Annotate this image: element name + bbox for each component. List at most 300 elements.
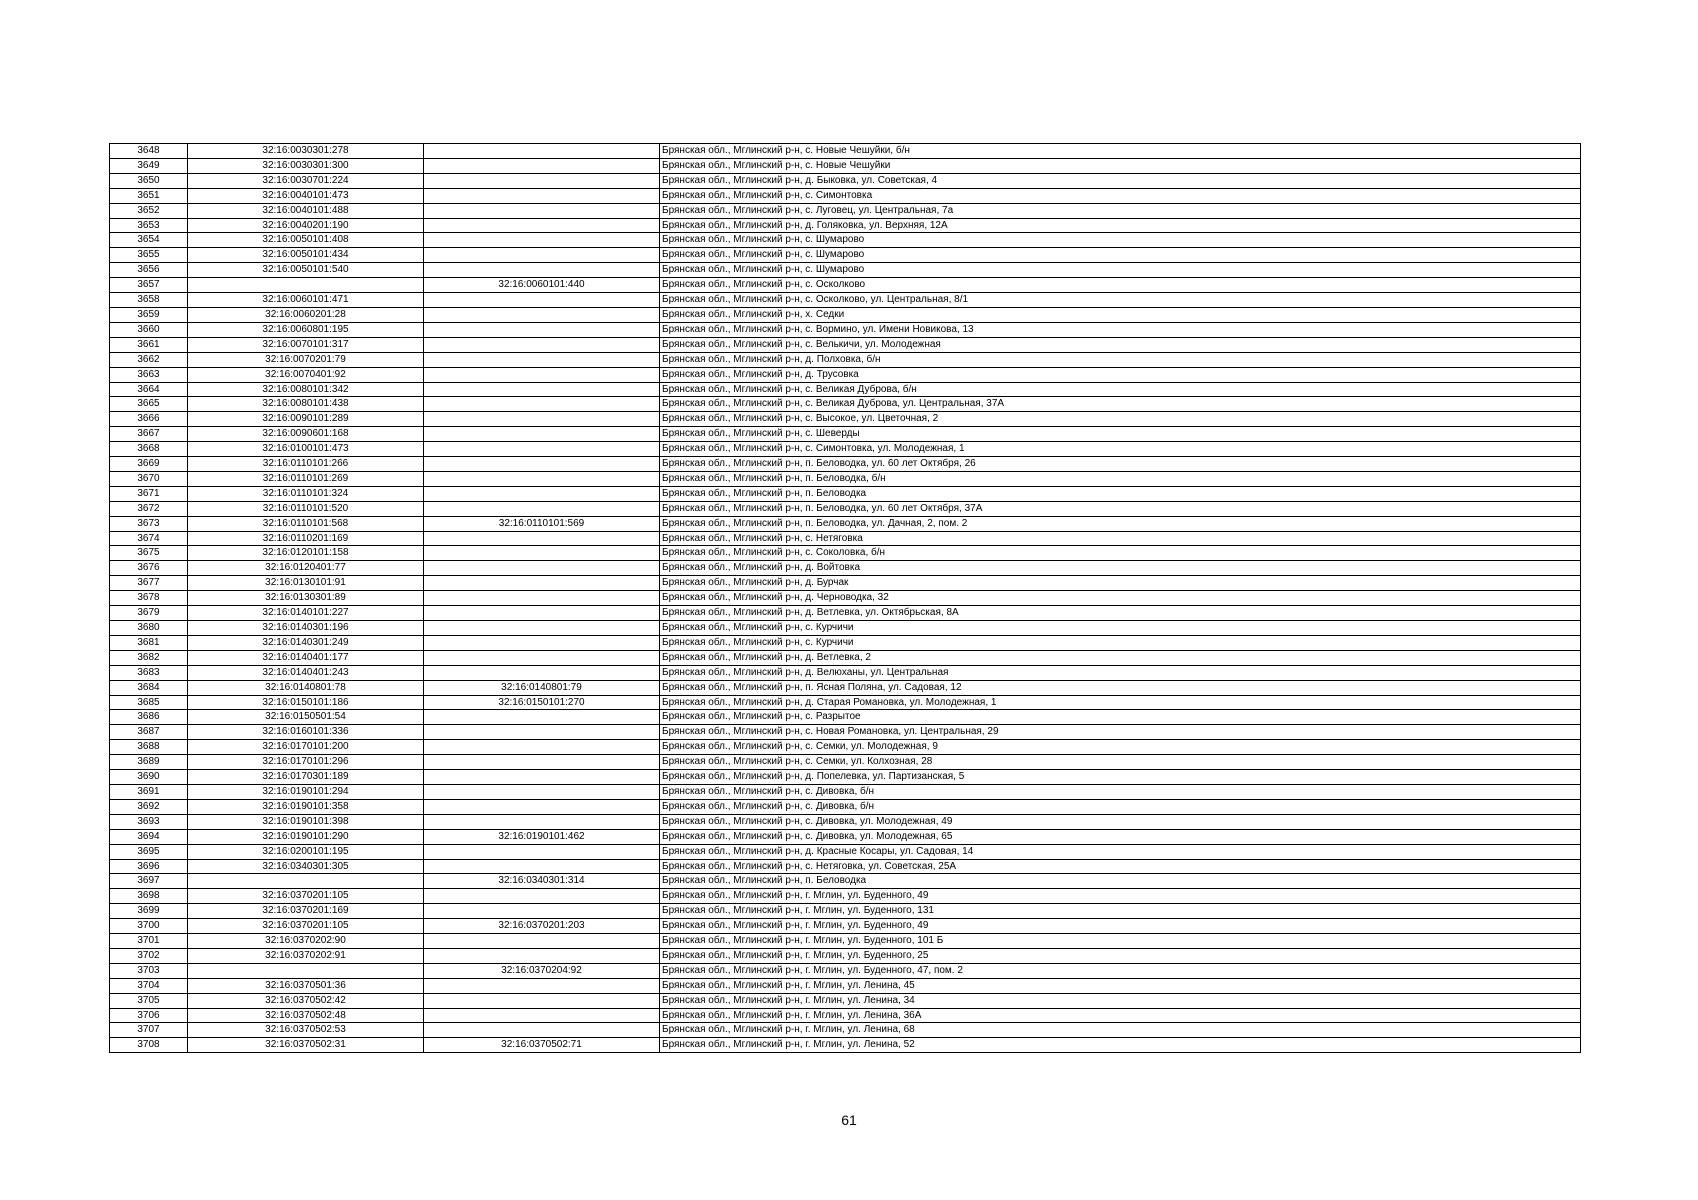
table-row [110, 233, 1581, 248]
address-cell: Брянская обл., Мглинский р-н, п. Беловодка, б/н [660, 471, 1581, 486]
row-number-cell: 3671 [110, 486, 188, 501]
row-number-cell: 3669 [110, 457, 188, 472]
cadastral-number-cell: 32:16:0190101:294 [188, 784, 424, 799]
table-row [110, 501, 1581, 516]
address-cell: Брянская обл., Мглинский р-н, с. Новые Чешуйки, б/н [660, 144, 1581, 159]
address-cell: Брянская обл., Мглинский р-н, с. Нетяговка, ул. Советская, 25А [660, 859, 1581, 874]
address-cell: Брянская обл., Мглинский р-н, с. Шеверды [660, 427, 1581, 442]
row-number-cell: 3697 [110, 874, 188, 889]
address-cell: Брянская обл., Мглинский р-н, д. Быковка, ул. Советская, 4 [660, 173, 1581, 188]
cadastral-number-cell: 32:16:0080101:438 [188, 397, 424, 412]
related-cadastral-number-cell [424, 650, 660, 665]
related-cadastral-number-cell [424, 978, 660, 993]
row-number-cell: 3650 [110, 173, 188, 188]
table-row [110, 382, 1581, 397]
related-cadastral-number-cell: 32:16:0370201:203 [424, 919, 660, 934]
table-row [110, 963, 1581, 978]
address-cell: Брянская обл., Мглинский р-н, с. Дивовка, б/н [660, 784, 1581, 799]
address-cell: Брянская обл., Мглинский р-н, п. Беловодка, ул. 60 лет Октября, 26 [660, 457, 1581, 472]
page-number: 61 [841, 1112, 857, 1128]
row-number-cell: 3703 [110, 963, 188, 978]
row-number-cell: 3692 [110, 799, 188, 814]
address-cell: Брянская обл., Мглинский р-н, д. Велюханы, ул. Центральная [660, 665, 1581, 680]
table-row [110, 606, 1581, 621]
address-cell: Брянская обл., Мглинский р-н, с. Соколовка, б/н [660, 546, 1581, 561]
cadastral-number-cell: 32:16:0130101:91 [188, 576, 424, 591]
cadastral-number-cell: 32:16:0050101:434 [188, 248, 424, 263]
address-cell: Брянская обл., Мглинский р-н, г. Мглин, ул. Буденного, 101 Б [660, 934, 1581, 949]
table-row [110, 158, 1581, 173]
related-cadastral-number-cell: 32:16:0370502:71 [424, 1038, 660, 1053]
cadastral-number-cell: 32:16:0040101:488 [188, 203, 424, 218]
table-row [110, 904, 1581, 919]
row-number-cell: 3689 [110, 755, 188, 770]
related-cadastral-number-cell [424, 740, 660, 755]
row-number-cell: 3673 [110, 516, 188, 531]
table-row [110, 919, 1581, 934]
cadastral-number-cell: 32:16:0040101:473 [188, 188, 424, 203]
related-cadastral-number-cell [424, 576, 660, 591]
related-cadastral-number-cell [424, 158, 660, 173]
related-cadastral-number-cell [424, 203, 660, 218]
address-cell: Брянская обл., Мглинский р-н, с. Новая Романовка, ул. Центральная, 29 [660, 725, 1581, 740]
address-cell: Брянская обл., Мглинский р-н, п. Беловодка [660, 874, 1581, 889]
cadastral-number-cell: 32:16:0190101:398 [188, 814, 424, 829]
row-number-cell: 3676 [110, 561, 188, 576]
address-cell: Брянская обл., Мглинский р-н, д. Ветлевка, ул. Октябрьская, 8А [660, 606, 1581, 621]
cadastral-number-cell: 32:16:0070401:92 [188, 367, 424, 382]
table-row [110, 740, 1581, 755]
cadastral-number-cell: 32:16:0030301:278 [188, 144, 424, 159]
row-number-cell: 3662 [110, 352, 188, 367]
row-number-cell: 3698 [110, 889, 188, 904]
table-row [110, 934, 1581, 949]
related-cadastral-number-cell [424, 665, 660, 680]
related-cadastral-number-cell [424, 427, 660, 442]
address-cell: Брянская обл., Мглинский р-н, г. Мглин, ул. Ленина, 45 [660, 978, 1581, 993]
table-row [110, 352, 1581, 367]
table-row [110, 799, 1581, 814]
address-cell: Брянская обл., Мглинский р-н, г. Мглин, ул. Буденного, 49 [660, 889, 1581, 904]
related-cadastral-number-cell [424, 904, 660, 919]
table-row [110, 948, 1581, 963]
related-cadastral-number-cell: 32:16:0150101:270 [424, 695, 660, 710]
cadastral-number-cell: 32:16:0150501:54 [188, 710, 424, 725]
related-cadastral-number-cell [424, 948, 660, 963]
address-cell: Брянская обл., Мглинский р-н, п. Ясная Поляна, ул. Садовая, 12 [660, 680, 1581, 695]
address-cell: Брянская обл., Мглинский р-н, с. Симонтовка [660, 188, 1581, 203]
table-row [110, 665, 1581, 680]
address-cell: Брянская обл., Мглинский р-н, с. Шумарово [660, 263, 1581, 278]
address-cell: Брянская обл., Мглинский р-н, с. Курчичи [660, 621, 1581, 636]
related-cadastral-number-cell [424, 471, 660, 486]
address-cell: Брянская обл., Мглинский р-н, п. Беловодка, ул. 60 лет Октября, 37А [660, 501, 1581, 516]
table-row [110, 486, 1581, 501]
cadastral-number-cell: 32:16:0170301:189 [188, 770, 424, 785]
table-row [110, 725, 1581, 740]
address-cell: Брянская обл., Мглинский р-н, г. Мглин, ул. Буденного, 25 [660, 948, 1581, 963]
related-cadastral-number-cell [424, 844, 660, 859]
table-row [110, 993, 1581, 1008]
table-row [110, 471, 1581, 486]
related-cadastral-number-cell [424, 755, 660, 770]
cadastral-number-cell: 32:16:0200101:195 [188, 844, 424, 859]
row-number-cell: 3699 [110, 904, 188, 919]
cadastral-number-cell: 32:16:0370501:36 [188, 978, 424, 993]
cadastral-number-cell: 32:16:0140801:78 [188, 680, 424, 695]
address-cell: Брянская обл., Мглинский р-н, с. Новые Чешуйки [660, 158, 1581, 173]
cadastral-number-cell [188, 963, 424, 978]
cadastral-number-cell: 32:16:0060101:471 [188, 293, 424, 308]
table-row [110, 248, 1581, 263]
address-cell: Брянская обл., Мглинский р-н, д. Ветлевка, 2 [660, 650, 1581, 665]
cadastral-number-cell: 32:16:0140401:177 [188, 650, 424, 665]
cadastral-number-cell: 32:16:0170101:200 [188, 740, 424, 755]
related-cadastral-number-cell [424, 1008, 660, 1023]
cadastral-number-cell: 32:16:0340301:305 [188, 859, 424, 874]
row-number-cell: 3665 [110, 397, 188, 412]
row-number-cell: 3702 [110, 948, 188, 963]
table-row [110, 188, 1581, 203]
related-cadastral-number-cell [424, 322, 660, 337]
related-cadastral-number-cell [424, 248, 660, 263]
cadastral-number-cell: 32:16:0050101:408 [188, 233, 424, 248]
related-cadastral-number-cell [424, 293, 660, 308]
related-cadastral-number-cell [424, 337, 660, 352]
cadastral-number-cell: 32:16:0040201:190 [188, 218, 424, 233]
table-row [110, 144, 1581, 159]
table-row [110, 755, 1581, 770]
address-cell: Брянская обл., Мглинский р-н, с. Семки, ул. Колхозная, 28 [660, 755, 1581, 770]
register-table-body [110, 144, 1581, 1053]
table-row [110, 1023, 1581, 1038]
row-number-cell: 3652 [110, 203, 188, 218]
table-row [110, 546, 1581, 561]
cadastral-number-cell: 32:16:0140301:249 [188, 635, 424, 650]
related-cadastral-number-cell [424, 367, 660, 382]
related-cadastral-number-cell [424, 635, 660, 650]
table-row [110, 307, 1581, 322]
related-cadastral-number-cell: 32:16:0060101:440 [424, 278, 660, 293]
address-cell: Брянская обл., Мглинский р-н, д. Трусовка [660, 367, 1581, 382]
row-number-cell: 3666 [110, 412, 188, 427]
table-row [110, 680, 1581, 695]
table-row [110, 695, 1581, 710]
table-row [110, 784, 1581, 799]
row-number-cell: 3651 [110, 188, 188, 203]
cadastral-number-cell: 32:16:0120401:77 [188, 561, 424, 576]
cadastral-number-cell: 32:16:0110101:269 [188, 471, 424, 486]
related-cadastral-number-cell: 32:16:0110101:569 [424, 516, 660, 531]
row-number-cell: 3663 [110, 367, 188, 382]
related-cadastral-number-cell: 32:16:0370204:92 [424, 963, 660, 978]
row-number-cell: 3658 [110, 293, 188, 308]
table-row [110, 322, 1581, 337]
related-cadastral-number-cell [424, 725, 660, 740]
table-row [110, 576, 1581, 591]
related-cadastral-number-cell [424, 561, 660, 576]
address-cell: Брянская обл., Мглинский р-н, с. Дивовка, б/н [660, 799, 1581, 814]
address-cell: Брянская обл., Мглинский р-н, с. Дивовка, ул. Молодежная, 49 [660, 814, 1581, 829]
related-cadastral-number-cell [424, 531, 660, 546]
table-row [110, 814, 1581, 829]
row-number-cell: 3694 [110, 829, 188, 844]
address-cell: Брянская обл., Мглинский р-н, д. Старая Романовка, ул. Молодежная, 1 [660, 695, 1581, 710]
related-cadastral-number-cell [424, 546, 660, 561]
table-row [110, 874, 1581, 889]
row-number-cell: 3679 [110, 606, 188, 621]
related-cadastral-number-cell [424, 233, 660, 248]
table-row [110, 516, 1581, 531]
table-row [110, 278, 1581, 293]
cadastral-number-cell: 32:16:0090601:168 [188, 427, 424, 442]
address-cell: Брянская обл., Мглинский р-н, с. Осколково, ул. Центральная, 8/1 [660, 293, 1581, 308]
row-number-cell: 3667 [110, 427, 188, 442]
property-register-table [109, 143, 1581, 1053]
cadastral-number-cell: 32:16:0150101:186 [188, 695, 424, 710]
table-row [110, 337, 1581, 352]
related-cadastral-number-cell [424, 486, 660, 501]
cadastral-number-cell: 32:16:0160101:336 [188, 725, 424, 740]
address-cell: Брянская обл., Мглинский р-н, д. Попелевка, ул. Партизанская, 5 [660, 770, 1581, 785]
row-number-cell: 3668 [110, 442, 188, 457]
row-number-cell: 3661 [110, 337, 188, 352]
related-cadastral-number-cell [424, 993, 660, 1008]
address-cell: Брянская обл., Мглинский р-н, с. Великая Дуброва, ул. Центральная, 37А [660, 397, 1581, 412]
row-number-cell: 3683 [110, 665, 188, 680]
row-number-cell: 3691 [110, 784, 188, 799]
table-row [110, 844, 1581, 859]
cadastral-number-cell: 32:16:0370202:90 [188, 934, 424, 949]
related-cadastral-number-cell [424, 859, 660, 874]
address-cell: Брянская обл., Мглинский р-н, с. Вормино, ул. Имени Новикова, 13 [660, 322, 1581, 337]
address-cell: Брянская обл., Мглинский р-н, г. Мглин, ул. Буденного, 49 [660, 919, 1581, 934]
address-cell: Брянская обл., Мглинский р-н, с. Высокое, ул. Цветочная, 2 [660, 412, 1581, 427]
cadastral-number-cell: 32:16:0370201:105 [188, 889, 424, 904]
related-cadastral-number-cell [424, 889, 660, 904]
cadastral-number-cell: 32:16:0050101:540 [188, 263, 424, 278]
table-row [110, 531, 1581, 546]
cadastral-number-cell: 32:16:0110101:568 [188, 516, 424, 531]
related-cadastral-number-cell [424, 501, 660, 516]
related-cadastral-number-cell [424, 457, 660, 472]
cadastral-number-cell: 32:16:0120101:158 [188, 546, 424, 561]
related-cadastral-number-cell [424, 1023, 660, 1038]
related-cadastral-number-cell [424, 352, 660, 367]
related-cadastral-number-cell [424, 188, 660, 203]
row-number-cell: 3659 [110, 307, 188, 322]
row-number-cell: 3674 [110, 531, 188, 546]
row-number-cell: 3684 [110, 680, 188, 695]
related-cadastral-number-cell: 32:16:0190101:462 [424, 829, 660, 844]
row-number-cell: 3664 [110, 382, 188, 397]
row-number-cell: 3696 [110, 859, 188, 874]
table-row [110, 397, 1581, 412]
row-number-cell: 3681 [110, 635, 188, 650]
table-row [110, 457, 1581, 472]
cadastral-number-cell: 32:16:0140101:227 [188, 606, 424, 621]
table-row [110, 770, 1581, 785]
table-row [110, 442, 1581, 457]
row-number-cell: 3686 [110, 710, 188, 725]
row-number-cell: 3693 [110, 814, 188, 829]
row-number-cell: 3705 [110, 993, 188, 1008]
table-row [110, 412, 1581, 427]
cadastral-number-cell: 32:16:0060201:28 [188, 307, 424, 322]
address-cell: Брянская обл., Мглинский р-н, с. Нетяговка [660, 531, 1581, 546]
row-number-cell: 3654 [110, 233, 188, 248]
cadastral-number-cell: 32:16:0030301:300 [188, 158, 424, 173]
table-row [110, 621, 1581, 636]
table-row [110, 635, 1581, 650]
cadastral-number-cell: 32:16:0110101:520 [188, 501, 424, 516]
row-number-cell: 3695 [110, 844, 188, 859]
address-cell: Брянская обл., Мглинский р-н, г. Мглин, ул. Ленина, 34 [660, 993, 1581, 1008]
address-cell: Брянская обл., Мглинский р-н, с. Великая Дуброва, б/н [660, 382, 1581, 397]
cadastral-number-cell: 32:16:0370502:53 [188, 1023, 424, 1038]
cadastral-number-cell: 32:16:0070201:79 [188, 352, 424, 367]
table-row [110, 889, 1581, 904]
address-cell: Брянская обл., Мглинский р-н, с. Велькичи, ул. Молодежная [660, 337, 1581, 352]
cadastral-number-cell: 32:16:0110101:324 [188, 486, 424, 501]
address-cell: Брянская обл., Мглинский р-н, с. Семки, ул. Молодежная, 9 [660, 740, 1581, 755]
row-number-cell: 3655 [110, 248, 188, 263]
cadastral-number-cell: 32:16:0370202:91 [188, 948, 424, 963]
cadastral-number-cell: 32:16:0140301:196 [188, 621, 424, 636]
row-number-cell: 3670 [110, 471, 188, 486]
address-cell: Брянская обл., Мглинский р-н, д. Полховка, б/н [660, 352, 1581, 367]
related-cadastral-number-cell [424, 770, 660, 785]
address-cell: Брянская обл., Мглинский р-н, д. Бурчак [660, 576, 1581, 591]
address-cell: Брянская обл., Мглинский р-н, г. Мглин, ул. Ленина, 52 [660, 1038, 1581, 1053]
table-row [110, 427, 1581, 442]
related-cadastral-number-cell [424, 799, 660, 814]
cadastral-number-cell [188, 278, 424, 293]
address-cell: Брянская обл., Мглинский р-н, с. Курчичи [660, 635, 1581, 650]
row-number-cell: 3677 [110, 576, 188, 591]
related-cadastral-number-cell [424, 397, 660, 412]
related-cadastral-number-cell [424, 382, 660, 397]
related-cadastral-number-cell [424, 263, 660, 278]
address-cell: Брянская обл., Мглинский р-н, г. Мглин, ул. Буденного, 131 [660, 904, 1581, 919]
related-cadastral-number-cell [424, 814, 660, 829]
table-row [110, 650, 1581, 665]
address-cell: Брянская обл., Мглинский р-н, д. Черноводка, 32 [660, 591, 1581, 606]
row-number-cell: 3700 [110, 919, 188, 934]
row-number-cell: 3649 [110, 158, 188, 173]
related-cadastral-number-cell [424, 934, 660, 949]
related-cadastral-number-cell [424, 307, 660, 322]
related-cadastral-number-cell [424, 710, 660, 725]
row-number-cell: 3675 [110, 546, 188, 561]
table-row [110, 591, 1581, 606]
address-cell: Брянская обл., Мглинский р-н, д. Красные Косары, ул. Садовая, 14 [660, 844, 1581, 859]
row-number-cell: 3704 [110, 978, 188, 993]
table-row [110, 1038, 1581, 1053]
row-number-cell: 3687 [110, 725, 188, 740]
row-number-cell: 3657 [110, 278, 188, 293]
address-cell: Брянская обл., Мглинский р-н, г. Мглин, ул. Ленина, 68 [660, 1023, 1581, 1038]
row-number-cell: 3656 [110, 263, 188, 278]
row-number-cell: 3701 [110, 934, 188, 949]
cadastral-number-cell: 32:16:0080101:342 [188, 382, 424, 397]
cadastral-number-cell: 32:16:0370502:48 [188, 1008, 424, 1023]
row-number-cell: 3708 [110, 1038, 188, 1053]
related-cadastral-number-cell [424, 173, 660, 188]
related-cadastral-number-cell [424, 144, 660, 159]
related-cadastral-number-cell [424, 218, 660, 233]
address-cell: Брянская обл., Мглинский р-н, х. Седки [660, 307, 1581, 322]
table-row [110, 203, 1581, 218]
row-number-cell: 3680 [110, 621, 188, 636]
table-row [110, 218, 1581, 233]
address-cell: Брянская обл., Мглинский р-н, с. Симонтовка, ул. Молодежная, 1 [660, 442, 1581, 457]
table-row [110, 293, 1581, 308]
cadastral-number-cell: 32:16:0060801:195 [188, 322, 424, 337]
row-number-cell: 3653 [110, 218, 188, 233]
address-cell: Брянская обл., Мглинский р-н, с. Осколково [660, 278, 1581, 293]
address-cell: Брянская обл., Мглинский р-н, п. Беловодка [660, 486, 1581, 501]
table-row [110, 263, 1581, 278]
cadastral-number-cell: 32:16:0110201:169 [188, 531, 424, 546]
related-cadastral-number-cell [424, 412, 660, 427]
row-number-cell: 3707 [110, 1023, 188, 1038]
row-number-cell: 3672 [110, 501, 188, 516]
row-number-cell: 3688 [110, 740, 188, 755]
table-row [110, 561, 1581, 576]
row-number-cell: 3678 [110, 591, 188, 606]
row-number-cell: 3660 [110, 322, 188, 337]
cadastral-number-cell: 32:16:0370201:169 [188, 904, 424, 919]
address-cell: Брянская обл., Мглинский р-н, д. Голяковка, ул. Верхняя, 12А [660, 218, 1581, 233]
related-cadastral-number-cell [424, 591, 660, 606]
cadastral-number-cell: 32:16:0140401:243 [188, 665, 424, 680]
table-row [110, 367, 1581, 382]
related-cadastral-number-cell [424, 621, 660, 636]
cadastral-number-cell: 32:16:0190101:290 [188, 829, 424, 844]
table-row [110, 173, 1581, 188]
related-cadastral-number-cell [424, 784, 660, 799]
row-number-cell: 3706 [110, 1008, 188, 1023]
address-cell: Брянская обл., Мглинский р-н, с. Разрытое [660, 710, 1581, 725]
related-cadastral-number-cell: 32:16:0140801:79 [424, 680, 660, 695]
row-number-cell: 3648 [110, 144, 188, 159]
cadastral-number-cell: 32:16:0130301:89 [188, 591, 424, 606]
related-cadastral-number-cell [424, 606, 660, 621]
address-cell: Брянская обл., Мглинский р-н, д. Войтовка [660, 561, 1581, 576]
table-row [110, 859, 1581, 874]
address-cell: Брянская обл., Мглинский р-н, г. Мглин, ул. Ленина, 36А [660, 1008, 1581, 1023]
cadastral-number-cell [188, 874, 424, 889]
row-number-cell: 3685 [110, 695, 188, 710]
cadastral-number-cell: 32:16:0110101:266 [188, 457, 424, 472]
table-row [110, 710, 1581, 725]
row-number-cell: 3690 [110, 770, 188, 785]
cadastral-number-cell: 32:16:0070101:317 [188, 337, 424, 352]
table-row [110, 1008, 1581, 1023]
related-cadastral-number-cell [424, 442, 660, 457]
address-cell: Брянская обл., Мглинский р-н, с. Луговец, ул. Центральная, 7а [660, 203, 1581, 218]
address-cell: Брянская обл., Мглинский р-н, г. Мглин, ул. Буденного, 47, пом. 2 [660, 963, 1581, 978]
cadastral-number-cell: 32:16:0170101:296 [188, 755, 424, 770]
table-row [110, 829, 1581, 844]
row-number-cell: 3682 [110, 650, 188, 665]
table-row [110, 978, 1581, 993]
cadastral-number-cell: 32:16:0370502:42 [188, 993, 424, 1008]
address-cell: Брянская обл., Мглинский р-н, с. Шумарово [660, 233, 1581, 248]
cadastral-number-cell: 32:16:0030701:224 [188, 173, 424, 188]
address-cell: Брянская обл., Мглинский р-н, с. Дивовка, ул. Молодежная, 65 [660, 829, 1581, 844]
